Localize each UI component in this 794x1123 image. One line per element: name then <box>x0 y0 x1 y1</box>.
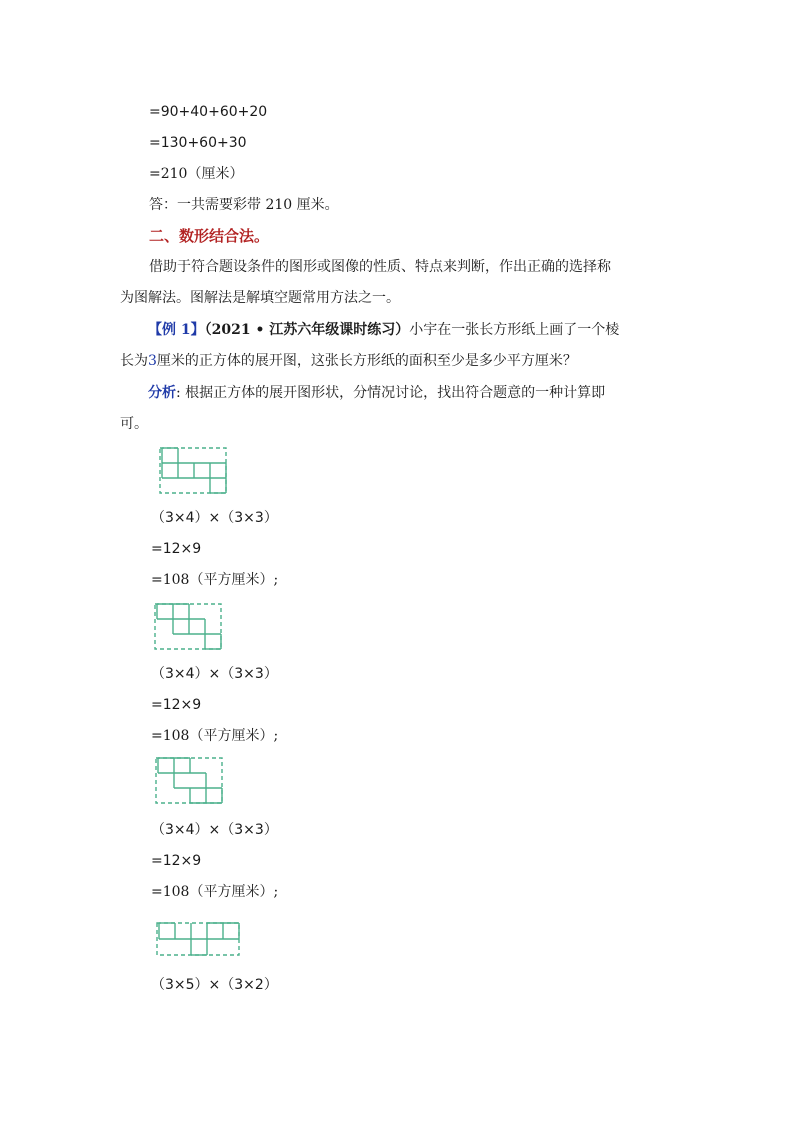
example-line-1 <box>148 320 619 340</box>
example-tag: 【例 1】 <box>148 322 205 338</box>
cube-net-figure-1 <box>159 447 229 495</box>
case-1-line-1: （3×4）×（3×3） <box>151 510 278 526</box>
calc-line-3: =210（厘米） <box>149 166 244 182</box>
calc-line-1: =90+40+60+20 <box>149 104 268 120</box>
example-line-2 <box>120 351 577 371</box>
case-1-line-3: =108（平方厘米）; <box>151 572 279 588</box>
case-3-line-1: （3×4）×（3×3） <box>151 822 278 838</box>
example-text-1: 小宇在一张长方形纸上画了一个棱 <box>409 322 620 338</box>
case-3-line-3: =108（平方厘米）; <box>151 884 279 900</box>
analysis-text-1: 根据正方体的展开图形状，分情况讨论，找出符合题意的一种计算即 <box>185 385 606 401</box>
analysis-colon: : <box>176 385 186 401</box>
intro-line-1: 借助于符合题设条件的图形或图像的性质、特点来判断，作出正确的选择称 <box>149 259 611 275</box>
section-heading: 二、数形结合法。 <box>149 227 270 245</box>
case-1-line-2: =12×9 <box>151 541 202 557</box>
answer-line: 答：一共需要彩带 210 厘米。 <box>149 197 339 213</box>
calc-line-2: =130+60+30 <box>149 135 247 151</box>
case-4-line-1: （3×5）×（3×2） <box>151 977 278 993</box>
cube-net-figure-4 <box>156 922 242 958</box>
cube-net-figure-3 <box>155 757 225 805</box>
intro-line-2: 为图解法。图解法是解填空题常用方法之一。 <box>120 290 400 306</box>
case-3-line-2: =12×9 <box>151 853 202 869</box>
example-edge-value: 3 <box>148 353 157 369</box>
example-text-2-prefix: 长为 <box>120 353 148 369</box>
analysis-label: 分析 <box>148 385 176 401</box>
case-2-line-2: =12×9 <box>151 697 202 713</box>
case-2-line-1: （3×4）×（3×3） <box>151 666 278 682</box>
example-text-2-suffix: 厘米的正方体的展开图，这张长方形纸的面积至少是多少平方厘米？ <box>156 353 577 369</box>
analysis-line-1 <box>148 383 605 403</box>
cube-net-figure-2 <box>154 603 224 651</box>
case-2-line-3: =108（平方厘米）; <box>151 728 279 744</box>
analysis-line-2: 可。 <box>120 416 148 432</box>
example-source: （2021 • 江苏六年级课时练习） <box>204 322 410 338</box>
